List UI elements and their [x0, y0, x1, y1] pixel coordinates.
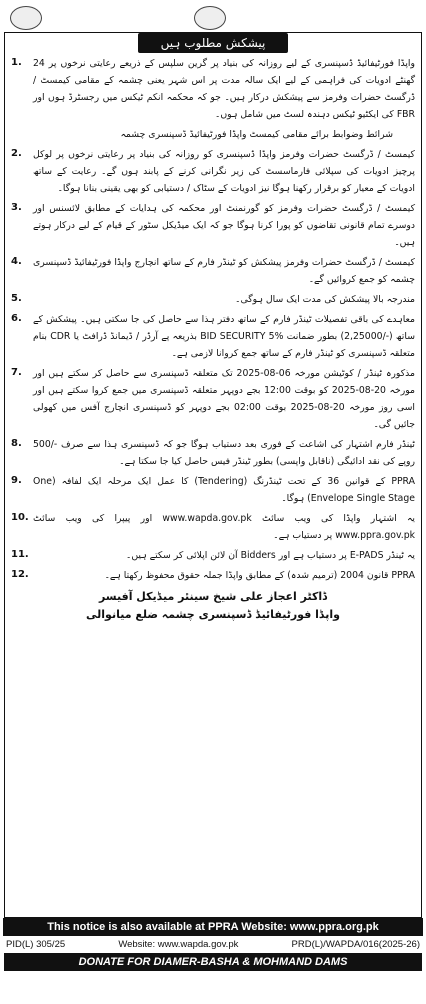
item-text: یہ اشتہار واپڈا کی ویب سائٹ www.wapda.gov.pk اور پیپرا کی ویب سائٹ www.ppra.gov.pk پر دستیاب ہے۔	[33, 513, 415, 541]
list-item	[11, 567, 415, 584]
item-number: 12.	[11, 569, 29, 580]
list-item	[11, 311, 415, 362]
page-title: پیشکش مطلوب ہیں	[138, 33, 288, 53]
item-number: 2.	[11, 148, 22, 159]
item-number: 6.	[11, 313, 22, 324]
government-emblem-icon	[194, 6, 226, 30]
list-item	[11, 254, 415, 288]
item-number: 8.	[11, 438, 22, 449]
item-text: کیمسٹ / ڈرگسٹ حضرات وفرمز واپڈا ڈسپنسری کو روزانہ کی بنیاد پر رعایتی نرخوں پر لوکل پرچیز ادویات کی سپلائی فارماسسٹ کی زیر نگرانی کرنے کے پابند ہوں گے۔ رعایت کے ساتھ ادویات کے معیار کو برقرار رکھنا ہوگا نیز ادویات کے سٹاک / دستیابی کو بھی یقینی بنانا ہوگا۔	[33, 149, 415, 194]
item-number: 9.	[11, 475, 22, 486]
pid-code: PID(L) 305/25	[6, 939, 66, 950]
item-number: 1.	[11, 57, 22, 68]
item-number: 5.	[11, 293, 22, 304]
item-text: PPRA قانون 2004 (ترمیم شدہ) کے مطابق واپڈا جملہ حقوق محفوظ رکھتا ہے۔	[104, 570, 415, 581]
item-number: 4.	[11, 256, 22, 267]
terms-heading: شرائط وضوابط برائے مقامی کیمسٹ واپڈا فورٹیفائیڈ ڈسپنسری چشمہ	[120, 129, 393, 140]
signature-block	[5, 588, 421, 624]
item-text: کیمسٹ / ڈرگسٹ حضرات وفرمز پیشکش کو ٹینڈر فارم کے ساتھ انچارج واپڈا فورٹیفائیڈ ڈسپنسری چشمہ کو جمع کروائیں گے۔	[33, 257, 415, 285]
donate-banner: DONATE FOR DIAMER-BASHA & MOHMAND DAMS	[4, 953, 422, 971]
signatory-office: واپڈا فورٹیفائیڈ ڈسپنسری چشمہ ضلع میانوالی	[86, 608, 340, 621]
item-text: مذکورہ ٹینڈر / کوٹیشن مورخہ 06-08-2025 تک متعلقہ ڈسپنسری سے حاصل کر سکتے ہیں اور مورخہ 20-08-2025 کو بوقت 12:00 بجے دوپہر متعلقہ ڈسپنسری میں جمع کروا سکتے ہیں اور اسی روز مورخہ 20-08-2025 بوقت 02:00 بجے دوپہر کو ڈسپنسری انچارج آفس میں کھولی جائیں گی۔	[33, 368, 416, 430]
item-text: PPRA کے قوانین 36 کے تحت ٹینڈرنگ (Tendering) کا عمل ایک مرحلہ ایک لفافہ (One Envelope Single Stage) ہوگا۔	[33, 476, 415, 504]
item-text: ٹینڈر فارم اشتہار کی اشاعت کے فوری بعد دستیاب ہوگا جو کہ ڈسپنسری ہذا سے صرف -/500 روپے کی نقد ادائیگی (ناقابل واپسی) بطور ٹینڈر فیس حاصل کیا جا سکتا ہے۔	[33, 439, 415, 467]
list-item	[11, 55, 415, 123]
list-item	[11, 436, 415, 470]
list-item	[11, 510, 415, 544]
list-item	[11, 547, 415, 564]
ppra-notice-bar: This notice is also available at PPRA Website: www.ppra.org.pk	[3, 918, 423, 936]
item-number: 10.	[11, 512, 29, 523]
list-item	[11, 291, 415, 308]
prd-code: PRD(L)/WAPDA/016(2025-26)	[291, 939, 420, 950]
footer	[4, 936, 422, 951]
item-text: واپڈا فورٹیفائیڈ ڈسپنسری کے لیے روزانہ کی بنیاد پر گرین سلپس کے ذریعے رعایتی نرخوں پر 24 گھنٹے ادویات کی فراہمی کے لیے ایک سالہ مدت پر اس شہر یعنی چشمہ کے مقامی کیمسٹ / ڈرگسٹ حضرات وفرمز سے پیشکش درکار ہیں۔ جو کہ محکمہ انکم ٹیکس میں رجسٹرڈ ہوں اور FBR کی ایکٹیو ٹیکس دہندہ لسٹ میں شامل ہوں۔	[33, 58, 415, 120]
item-text: کیمسٹ / ڈرگسٹ حضرات وفرمز کو گورنمنٹ اور محکمہ کی ہدایات کے مطابق لائسنس اور دوسرے تمام قانونی تقاضوں کو پورا کرنا ہوگا جو کہ ایک میڈیکل سٹور کے قیام کے لیے درکار ہوتے ہیں۔	[33, 203, 415, 248]
terms-list	[5, 53, 421, 584]
list-item	[11, 365, 415, 433]
item-text: یہ ٹینڈر E-PADS پر دستیاب ہے اور Bidders آن لائن اپلائی کر سکتے ہیں۔	[125, 550, 415, 561]
list-item	[11, 200, 415, 251]
logo-row	[4, 4, 422, 32]
item-number: 3.	[11, 202, 22, 213]
signatory-name: ڈاکٹر اعجاز علی شیخ سینئر میڈیکل آفیسر	[98, 590, 328, 603]
item-number: 7.	[11, 367, 22, 378]
notice-frame	[4, 32, 422, 918]
wapda-logo-icon	[10, 6, 42, 30]
item-number: 11.	[11, 549, 29, 560]
item-text: مندرجہ بالا پیشکش کی مدت ایک سال ہوگی۔	[235, 294, 415, 305]
item-text: معاہدے کی باقی تفصیلات ٹینڈر فارم کے ساتھ دفتر ہذا سے حاصل کی جا سکتی ہیں۔ پیشکش کے ساتھ (-/2,25000) بطور ضمانت BID SECURITY 5% بذریعہ پے آرڈر / ڈیمانڈ ڈرافٹ یا CDR بنام متعلقہ ڈسپنسری کو ٹینڈر فارم کے ساتھ جمع کروانا لازمی ہے۔	[33, 314, 416, 359]
list-item	[11, 146, 415, 197]
list-item	[11, 473, 415, 507]
website-link[interactable]: Website: www.wapda.gov.pk	[118, 939, 239, 950]
